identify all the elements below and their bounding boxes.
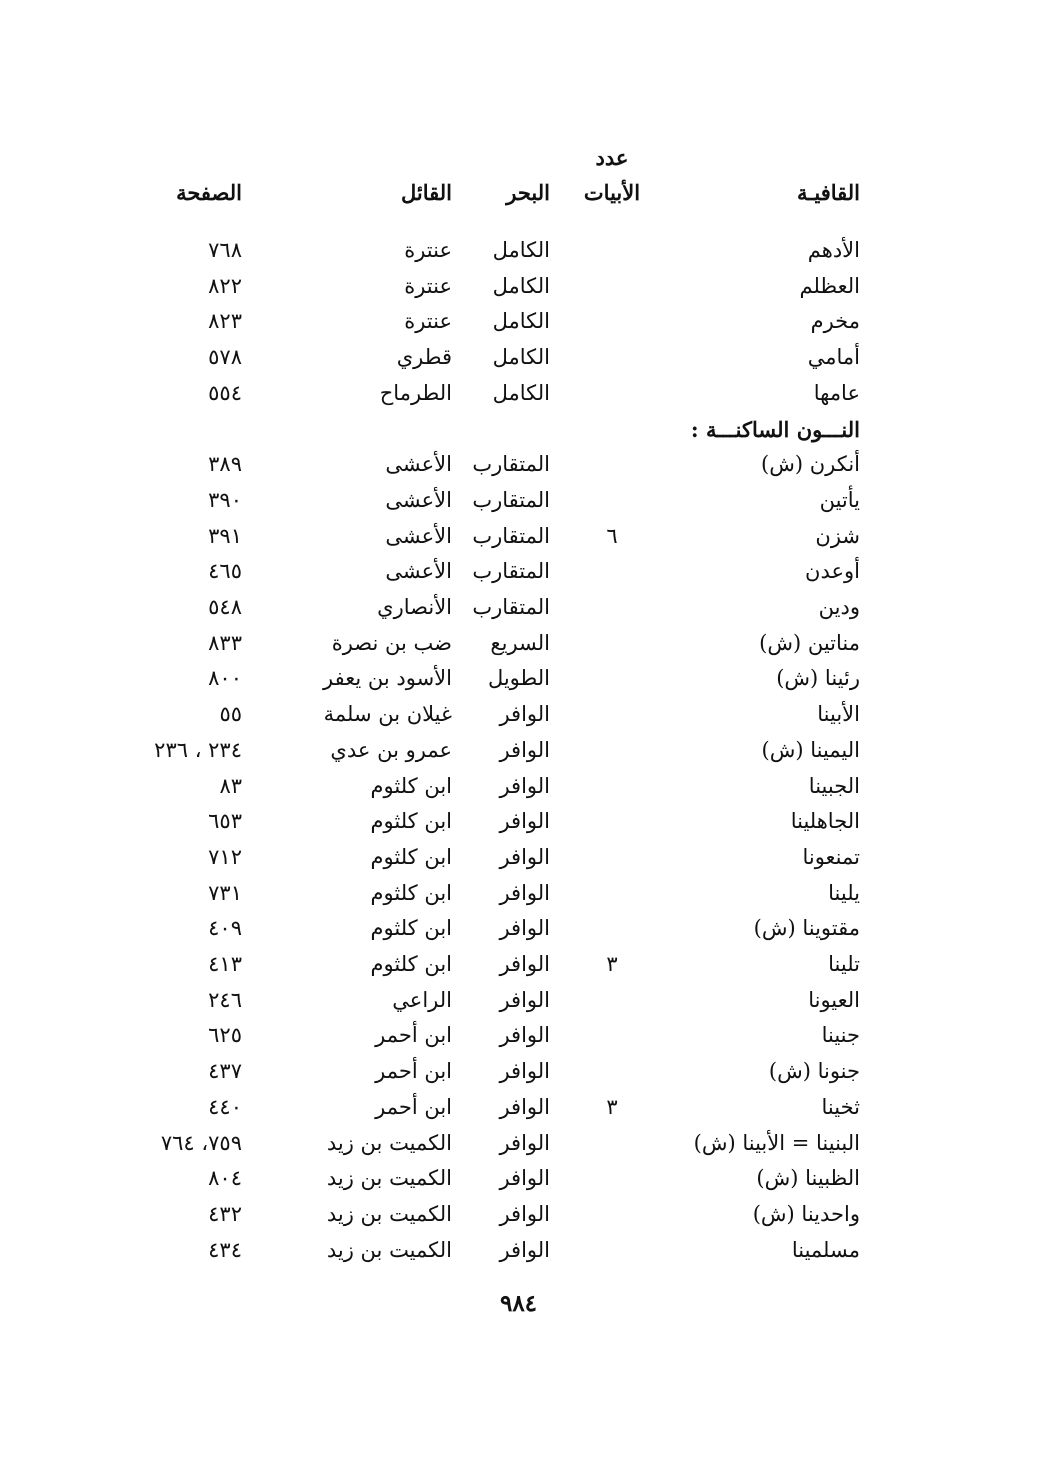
table-row xyxy=(0,1059,1037,1091)
header-qafiya: القافيـة xyxy=(796,180,860,205)
rhyme-cell: مسلمينا xyxy=(791,1237,860,1262)
poet-cell: ابن كلثوم xyxy=(370,809,452,834)
rhyme-cell: جنينا xyxy=(821,1023,860,1048)
meter-cell: الوافر xyxy=(499,916,550,941)
poet-cell: ابن كلثوم xyxy=(370,880,452,905)
rhyme-cell: عامها xyxy=(813,380,860,405)
table-row xyxy=(0,774,1037,806)
header-page: الصفحة xyxy=(176,180,242,205)
rhyme-cell: النـــون الساكنـــة : xyxy=(690,416,860,442)
meter-cell: الطويل xyxy=(487,666,550,691)
meter-cell: الوافر xyxy=(499,809,550,834)
table-row xyxy=(0,524,1037,556)
rhyme-cell: الجبينا xyxy=(808,773,860,798)
table-row xyxy=(0,1238,1037,1270)
poet-cell: ضب بن نصرة xyxy=(331,630,452,655)
page-ref-cell: ٣٩٠ xyxy=(208,487,242,512)
page-ref-cell: ٨٠٤ xyxy=(208,1166,242,1191)
poet-cell: ابن كلثوم xyxy=(370,916,452,941)
page-ref-cell: ٨٢٢ xyxy=(208,273,242,298)
page-ref-cell: ٤٣٢ xyxy=(208,1201,242,1226)
page-ref-cell: ٤٣٧ xyxy=(208,1059,242,1084)
poet-cell: غيلان بن سلمة xyxy=(323,702,452,727)
table-row xyxy=(0,274,1037,306)
page-ref-cell: ٧١٢ xyxy=(208,844,242,869)
page-ref-cell: ٧٥٩، ٧٦٤ xyxy=(160,1130,242,1155)
header-qail: القائل xyxy=(400,180,452,205)
table-row xyxy=(0,845,1037,877)
rhyme-cell: يأتين xyxy=(819,487,860,512)
meter-cell: الكامل xyxy=(492,345,550,370)
table-row xyxy=(0,238,1037,270)
meter-cell: المتقارب xyxy=(472,595,550,619)
rhyme-cell: ثخينا xyxy=(821,1094,860,1119)
meter-cell: الوافر xyxy=(499,1237,550,1262)
page-ref-cell: ٢٣٤ ، ٢٣٦ xyxy=(154,737,242,762)
page-ref-cell: ٨٠٠ xyxy=(208,666,242,691)
rhyme-cell: تلينا xyxy=(828,952,860,976)
meter-cell: الوافر xyxy=(499,1023,550,1048)
meter-cell: الكامل xyxy=(492,273,550,298)
rhyme-cell: أوعدن xyxy=(805,559,860,584)
poet-cell: الأعشى xyxy=(385,487,452,512)
poet-cell: الأسود بن يعفر xyxy=(323,666,452,691)
poet-cell: الكميت بن زيد xyxy=(326,1166,452,1191)
page-ref-cell: ٥٧٨ xyxy=(208,345,242,370)
meter-cell: الوافر xyxy=(499,1201,550,1226)
meter-cell: الكامل xyxy=(492,238,550,262)
table-row xyxy=(0,916,1037,948)
rhyme-cell: شزن xyxy=(815,523,860,548)
rhyme-cell: العيونا xyxy=(808,987,860,1012)
page-ref-cell: ٤٤٠ xyxy=(208,1094,242,1119)
poet-cell: الكميت بن زيد xyxy=(326,1201,452,1226)
meter-cell: السريع xyxy=(490,630,550,655)
table-header xyxy=(0,145,1037,215)
rhyme-cell: أنكرن (ش) xyxy=(761,452,860,477)
rhyme-cell: اليمينا (ش) xyxy=(761,737,860,762)
meter-cell: الوافر xyxy=(499,1094,550,1119)
poet-cell: عنترة xyxy=(404,309,452,334)
meter-cell: الوافر xyxy=(499,1130,550,1155)
poet-cell: الراعي xyxy=(392,987,452,1012)
meter-cell: الكامل xyxy=(492,309,550,334)
meter-cell: المتقارب xyxy=(472,523,550,548)
verse-count-cell: ٣ xyxy=(606,952,618,976)
header-count-bottom: الأبيات xyxy=(583,180,641,205)
table-row xyxy=(0,381,1037,413)
rhyme-cell: الجاهلينا xyxy=(790,809,860,834)
rhyme-cell: يلينا xyxy=(828,880,860,905)
table-row xyxy=(0,309,1037,341)
header-count-top: عدد xyxy=(595,145,629,170)
table-row xyxy=(0,952,1037,984)
rhyme-cell: العظلم xyxy=(799,273,860,298)
poet-cell: الكميت بن زيد xyxy=(326,1237,452,1262)
rhyme-cell: الأبينا xyxy=(817,702,860,727)
rhyme-cell: ودين xyxy=(818,595,860,619)
meter-cell: المتقارب xyxy=(472,559,550,584)
page-ref-cell: ٤١٣ xyxy=(208,952,242,976)
table-row xyxy=(0,595,1037,627)
page-ref-cell: ٤٦٥ xyxy=(208,559,242,584)
page-ref-cell: ٤٣٤ xyxy=(208,1237,242,1262)
page-ref-cell: ٥٤٨ xyxy=(208,595,242,619)
page-ref-cell: ٦٢٥ xyxy=(208,1023,242,1048)
meter-cell: الوافر xyxy=(499,844,550,869)
meter-cell: الوافر xyxy=(499,737,550,762)
poet-cell: الكميت بن زيد xyxy=(326,1130,452,1155)
page-ref-cell: ٨٣٣ xyxy=(208,630,242,655)
meter-cell: الوافر xyxy=(499,773,550,798)
poet-cell: ابن كلثوم xyxy=(370,952,452,976)
table-row xyxy=(0,488,1037,520)
rhyme-cell: مناتين (ش) xyxy=(759,630,860,655)
poet-cell: عنترة xyxy=(404,273,452,298)
meter-cell: الوافر xyxy=(499,1166,550,1191)
rhyme-cell: أمامي xyxy=(807,345,860,370)
header-bahr: البحر xyxy=(506,180,550,205)
rhyme-cell: الأدهم xyxy=(807,238,860,262)
meter-cell: الوافر xyxy=(499,702,550,727)
meter-cell: الوافر xyxy=(499,987,550,1012)
poet-cell: ابن كلثوم xyxy=(370,844,452,869)
table-row xyxy=(0,1023,1037,1055)
verse-count-cell: ٦ xyxy=(606,523,618,548)
meter-cell: الوافر xyxy=(499,952,550,976)
page-ref-cell: ٢٤٦ xyxy=(208,987,242,1012)
poet-cell: ابن كلثوم xyxy=(370,773,452,798)
page-ref-cell: ٧٣١ xyxy=(208,880,242,905)
table-row xyxy=(0,738,1037,770)
poet-cell: الأعشى xyxy=(385,452,452,477)
table-row xyxy=(0,631,1037,663)
page-ref-cell: ٨٣ xyxy=(219,773,242,798)
rhyme-cell: جنونا (ش) xyxy=(768,1059,860,1084)
poet-cell: ابن أحمر xyxy=(375,1094,452,1119)
page-ref-cell: ٥٥ xyxy=(219,702,242,727)
rhyme-cell: البنينا = الأبينا (ش) xyxy=(693,1130,860,1155)
meter-cell: الوافر xyxy=(499,880,550,905)
poet-cell: الأعشى xyxy=(385,559,452,584)
page-ref-cell: ٤٠٩ xyxy=(208,916,242,941)
table-row xyxy=(0,1202,1037,1234)
poet-cell: قطري xyxy=(396,345,452,370)
rhyme-cell: تمنعونا xyxy=(802,844,860,869)
table-row xyxy=(0,559,1037,591)
table-row xyxy=(0,666,1037,698)
page-ref-cell: ٥٥٤ xyxy=(208,380,242,405)
table-row xyxy=(0,809,1037,841)
rhyme-cell: رئينا (ش) xyxy=(776,666,860,691)
poet-cell: الأعشى xyxy=(385,523,452,548)
page-ref-cell: ٣٩١ xyxy=(208,523,242,548)
table-row xyxy=(0,345,1037,377)
page-ref-cell: ٣٨٩ xyxy=(208,452,242,477)
meter-cell: الكامل xyxy=(492,380,550,405)
poet-cell: الأنصاري xyxy=(377,595,452,619)
table-row xyxy=(0,702,1037,734)
verse-count-cell: ٣ xyxy=(606,1094,618,1119)
table-row xyxy=(0,881,1037,913)
meter-cell: الوافر xyxy=(499,1059,550,1084)
page-ref-cell: ٧٦٨ xyxy=(208,238,242,262)
section-heading-row xyxy=(0,417,1037,449)
meter-cell: المتقارب xyxy=(472,452,550,477)
page-number: ٩٨٤ xyxy=(499,1290,538,1317)
poet-cell: ابن أحمر xyxy=(375,1023,452,1048)
table-row xyxy=(0,1095,1037,1127)
rhyme-cell: مقتوينا (ش) xyxy=(753,916,860,941)
table-row xyxy=(0,1166,1037,1198)
poet-cell: عمرو بن عدي xyxy=(330,737,452,762)
page-ref-cell: ٨٢٣ xyxy=(208,309,242,334)
poet-cell: الطرماح xyxy=(379,380,452,405)
table-row xyxy=(0,452,1037,484)
meter-cell: المتقارب xyxy=(472,487,550,512)
rhyme-cell: الظبينا (ش) xyxy=(756,1166,860,1191)
poet-cell: عنترة xyxy=(404,238,452,262)
rhyme-cell: مخرم xyxy=(810,309,860,334)
table-row xyxy=(0,1131,1037,1163)
poet-cell: ابن أحمر xyxy=(375,1059,452,1084)
page-ref-cell: ٦٥٣ xyxy=(208,809,242,834)
table-row xyxy=(0,988,1037,1020)
rhyme-cell: واحدينا (ش) xyxy=(752,1201,860,1226)
